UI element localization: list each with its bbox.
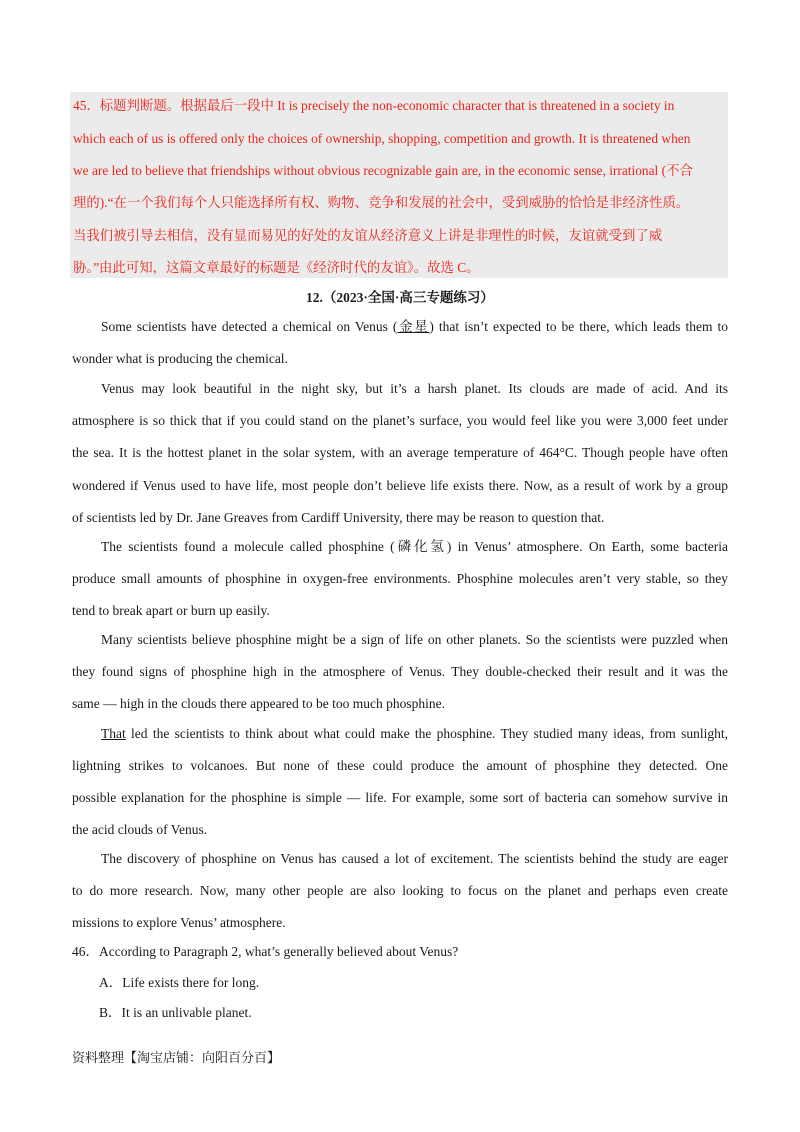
passage-line: Some scientists have detected a chemical on Venus (金星) that isn’t expected to be there, which leads them to [101,319,728,334]
passage-line: the sea. It is the hottest planet in the solar system, with an average temperature of 464°C. Though people have often [72,445,728,460]
answer-line: we are led to believe that friendships without obvious recognizable gain are, in the economic sense, irrational (不合 [73,163,693,178]
answer-line: 理的).“在一个我们每个人只能选择所有权、购物、竞争和发展的社会中，受到威胁的恰恰是非经济性质。 [73,195,690,210]
section-title: 12.（2023·全国·高三专题练习） [306,290,494,305]
passage-line: The discovery of phosphine on Venus has caused a lot of excitement. The scientists behind the study are eager [101,851,728,866]
passage-line: the acid clouds of Venus. [72,822,208,837]
answer-line: 当我们被引导去相信，没有显而易见的好处的友谊从经济意义上讲是非理性的时候，友谊就受到了威 [73,228,663,243]
option-b: B．It is an unlivable planet. [99,1005,252,1020]
answer-line: which each of us is offered only the choices of ownership, shopping, competition and growth. It is threatened when [73,131,691,146]
answer-line: 45．标题判断题。根据最后一段中 It is precisely the non-economic character that is threatened in a society in [73,98,675,113]
passage-line: Venus may look beautiful in the night sky, but it’s a harsh planet. Its clouds are made of acid. And its [101,381,728,396]
passage-line: lightning strikes to volcanoes. But none of these could produce the amount of phosphine they detected. One [72,758,728,773]
page-footer: 资料整理【淘宝店铺：向阳百分百】 [72,1050,281,1065]
answer-explanation-box [70,92,728,278]
passage-line: atmosphere is so thick that if you could stand on the planet’s surface, you would feel like you were 3,000 feet under [72,413,728,428]
passage-line: possible explanation for the phosphine is simple — life. For example, some sort of bacteria can somehow survive in [72,790,728,805]
passage-line: Many scientists believe phosphine might be a sign of life on other planets. So the scientists were puzzled when [101,632,728,647]
question-stem: 46．According to Paragraph 2, what’s generally believed about Venus? [72,944,459,959]
passage-line: same — high in the clouds there appeared to be too much phosphine. [72,696,446,711]
underlined-word-that: That [101,726,126,741]
answer-line: 胁。”由此可知，这篇文章最好的标题是《经济时代的友谊》。故选 C。 [73,260,480,275]
passage-line: missions to explore Venus’ atmosphere. [72,915,286,930]
passage-line: to do more research. Now, many other people are also looking to focus on the planet and perhaps even create [72,883,728,898]
passage-line: That led the scientists to think about what could make the phosphine. They studied many ideas, from sunlight, [101,726,728,741]
passage-line: of scientists led by Dr. Jane Greaves from Cardiff University, there may be reason to question that. [72,510,605,525]
passage-line: wonder what is producing the chemical. [72,351,288,366]
option-a: A．Life exists there for long. [99,975,260,990]
passage-line: The scientists found a molecule called phosphine (磷化氢) in Venus’ atmosphere. On Earth, some bacteria [101,539,728,554]
gloss-venus: 金星 [397,319,430,334]
passage-line: wondered if Venus used to have life, most people don’t believe life exists there. Now, as a result of work by a group [72,478,728,493]
passage-line: tend to break apart or burn up easily. [72,603,270,618]
passage-line: produce small amounts of phosphine in oxygen-free environments. Phosphine molecules aren’t very stable, so they [72,571,728,586]
passage-line: they found signs of phosphine high in the atmosphere of Venus. They double-checked their result and it was the [72,664,728,679]
